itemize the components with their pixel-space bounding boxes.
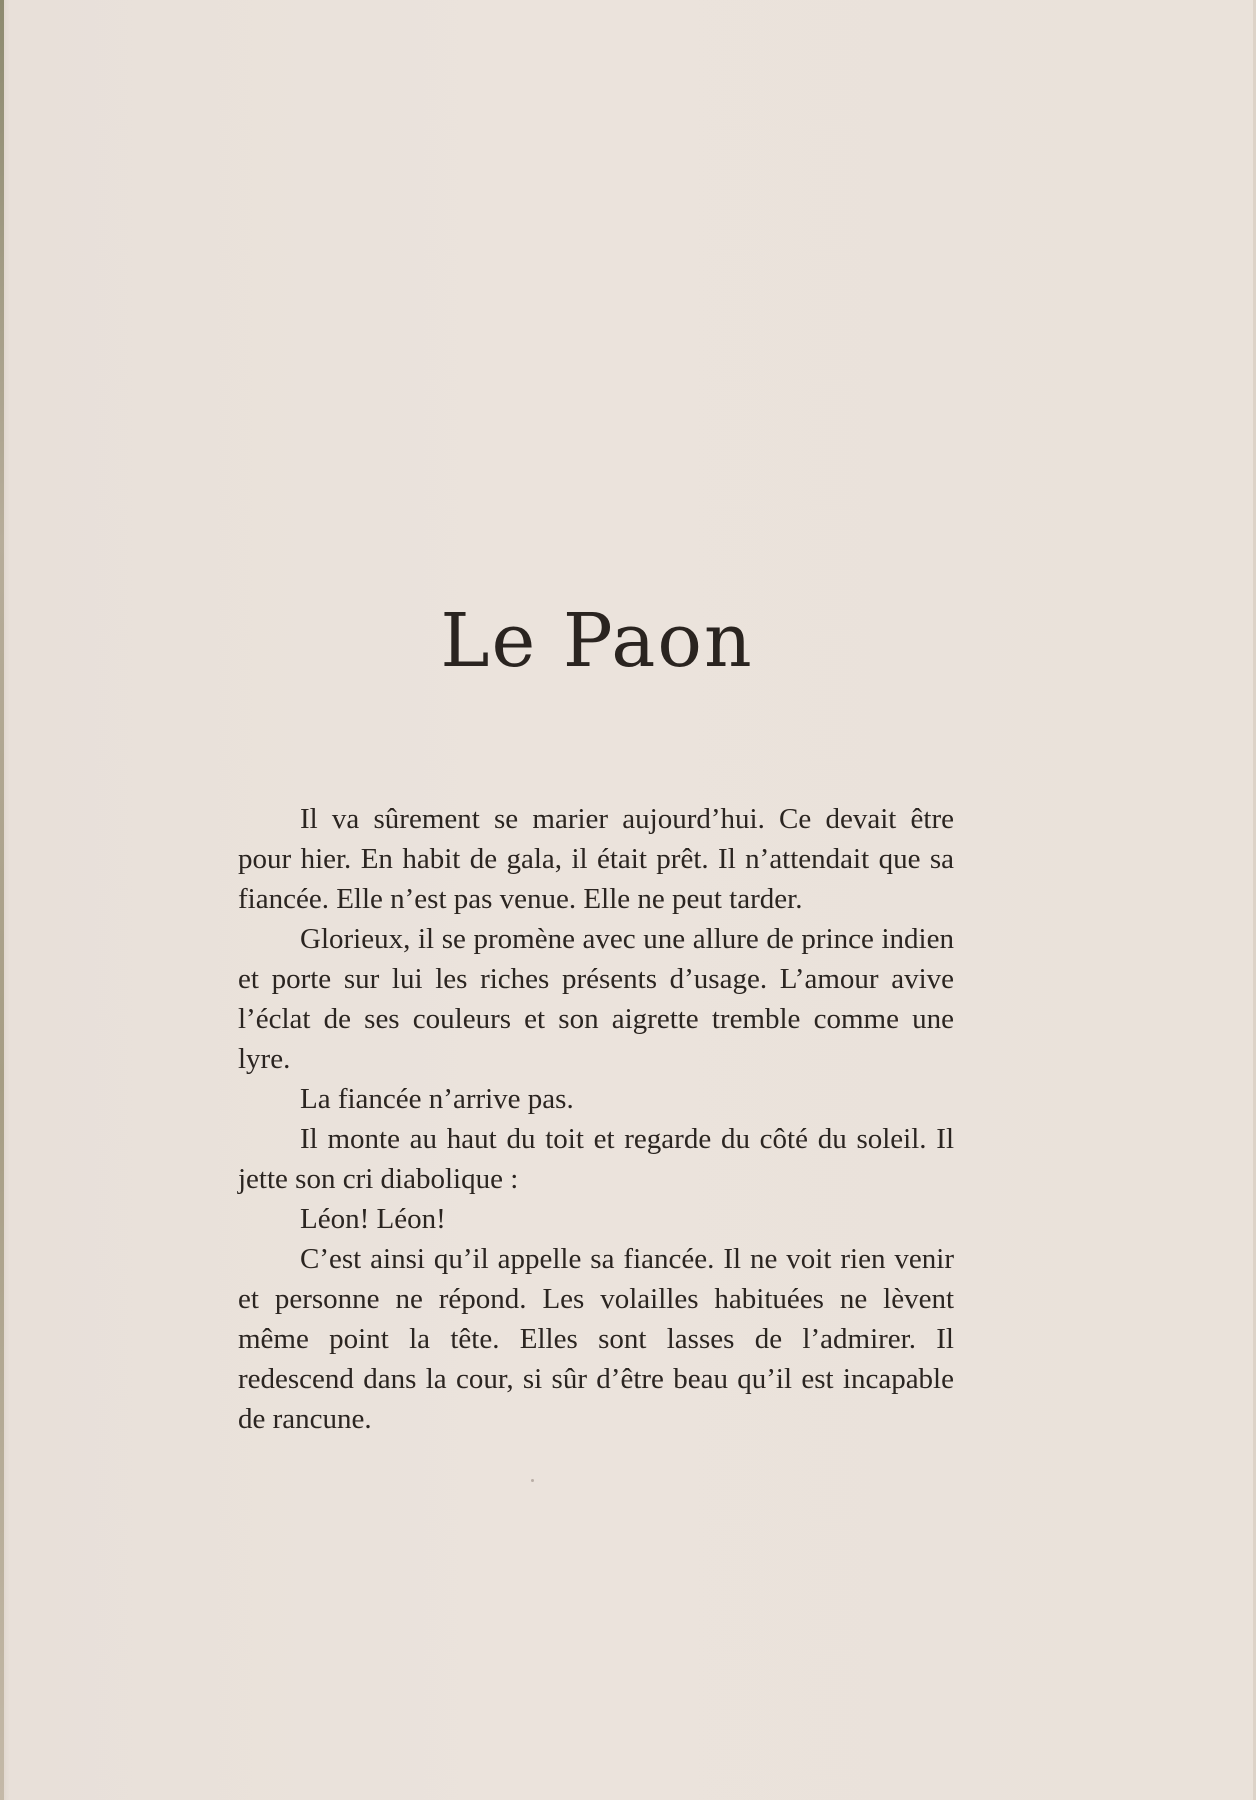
paragraph-6: C’est ainsi qu’il appelle sa fiancée. Il ne voit rien venir et personne ne répond. Les volailles habituées ne lèvent même point la tête. Elles sont lasses de l’admirer. Il redescend dans la cour, si sûr d’être beau qu’il est incapable de rancune.: [238, 1243, 954, 1435]
paragraph-4: Il monte au haut du toit et regarde du côté du soleil. Il jette son cri diabolique :: [238, 1123, 954, 1195]
page-left-edge: [0, 0, 4, 1800]
page-title: Le Paon: [440, 597, 754, 684]
paragraph-2: Glorieux, il se promène avec une allure de prince indien et porte sur lui les riches présents d’usage. L’amour avive l’éclat de ses couleurs et son aigrette tremble comme une lyre.: [238, 923, 954, 1075]
paragraph-5: Léon! Léon!: [300, 1203, 446, 1235]
paragraph-1: Il va sûrement se marier aujourd’hui. Ce devait être pour hier. En habit de gala, il était prêt. Il n’attendait que sa fiancée. Elle n’est pas venue. Elle ne peut tarder.: [238, 803, 954, 915]
paper-speck: [531, 1479, 534, 1482]
paragraph-3: La fiancée n’arrive pas.: [300, 1083, 574, 1115]
body-text: [238, 799, 954, 1439]
